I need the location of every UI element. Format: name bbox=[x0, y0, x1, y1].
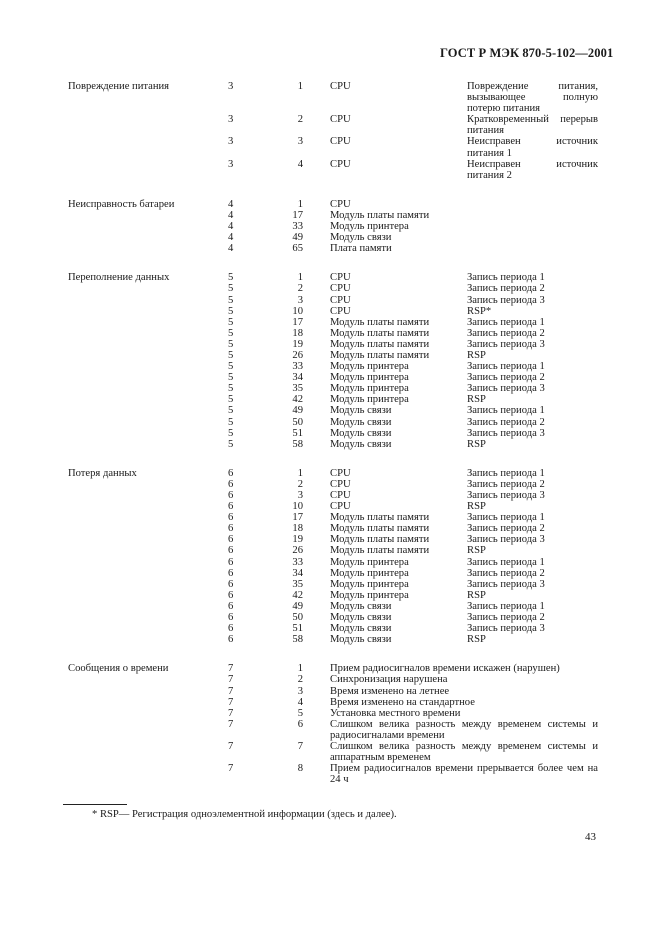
type-code: 5 bbox=[228, 316, 234, 328]
table-row bbox=[68, 697, 608, 708]
table-row bbox=[68, 501, 608, 512]
type-code: 5 bbox=[228, 305, 234, 317]
table-row bbox=[68, 383, 608, 394]
event-source: CPU bbox=[330, 305, 351, 317]
table-row bbox=[68, 405, 608, 416]
event-number: 4 bbox=[297, 158, 303, 170]
type-code: 6 bbox=[228, 534, 234, 546]
event-info: Запись периода 1 bbox=[467, 467, 545, 479]
table-row bbox=[68, 159, 608, 181]
event-number: 18 bbox=[292, 523, 303, 535]
table-row bbox=[68, 512, 608, 523]
event-number: 35 bbox=[292, 578, 303, 590]
table-row bbox=[68, 534, 608, 545]
table-row bbox=[68, 350, 608, 361]
event-info: RSP* bbox=[467, 305, 492, 317]
event-info: RSP bbox=[467, 394, 486, 406]
type-code: 7 bbox=[228, 663, 234, 675]
table-row bbox=[68, 199, 608, 210]
event-source: Модуль принтера bbox=[330, 394, 409, 406]
event-number: 6 bbox=[297, 718, 303, 730]
event-source: Модуль связи bbox=[330, 600, 392, 612]
table-row bbox=[68, 590, 608, 601]
table-row bbox=[68, 232, 608, 243]
event-number: 7 bbox=[297, 740, 303, 752]
type-code: 5 bbox=[228, 361, 234, 373]
event-number: 2 bbox=[297, 478, 303, 490]
event-number: 8 bbox=[297, 763, 303, 775]
table-row bbox=[68, 523, 608, 534]
event-source: CPU bbox=[330, 283, 351, 295]
event-source: Модуль платы памяти bbox=[330, 209, 430, 221]
event-info: Запись периода 1 bbox=[467, 600, 545, 612]
event-number: 2 bbox=[297, 283, 303, 295]
event-number: 1 bbox=[297, 81, 303, 92]
event-info: Запись периода 3 bbox=[467, 490, 545, 502]
table-row bbox=[68, 81, 608, 114]
event-number: 3 bbox=[297, 294, 303, 306]
table-row bbox=[68, 428, 608, 439]
event-source: Модуль принтера bbox=[330, 361, 409, 373]
type-code: 4 bbox=[228, 221, 234, 233]
event-info: Запись периода 1 bbox=[467, 556, 545, 568]
type-code: 4 bbox=[228, 209, 234, 221]
event-number: 34 bbox=[292, 372, 303, 384]
event-number: 1 bbox=[297, 663, 303, 675]
event-number: 1 bbox=[297, 272, 303, 284]
document-header: ГОСТ Р МЭК 870-5-102—2001 bbox=[440, 46, 614, 60]
table-row bbox=[68, 612, 608, 623]
event-info: Запись периода 2 bbox=[467, 416, 545, 428]
type-code: 4 bbox=[228, 243, 234, 255]
event-source: Модуль связи bbox=[330, 427, 392, 439]
event-number: 50 bbox=[292, 416, 303, 428]
event-description: Прием радиосигналов времени прерывается более чем на 24 ч bbox=[330, 763, 598, 786]
table-row bbox=[68, 568, 608, 579]
event-number: 33 bbox=[292, 361, 303, 373]
type-code: 5 bbox=[228, 327, 234, 339]
event-number: 2 bbox=[297, 114, 303, 126]
table-row bbox=[68, 243, 608, 254]
event-category-label: Потеря данных bbox=[68, 467, 137, 479]
table-row bbox=[68, 686, 608, 697]
event-info: Запись периода 2 bbox=[467, 612, 545, 624]
table-row bbox=[68, 114, 608, 136]
event-number: 3 bbox=[297, 136, 303, 148]
event-source: CPU bbox=[330, 198, 351, 210]
event-number: 17 bbox=[292, 316, 303, 328]
event-info: Повреждение питания, вызывающее полную потерю питания bbox=[467, 81, 598, 115]
event-number: 2 bbox=[297, 674, 303, 686]
event-info: Кратковременный перерыв питания bbox=[467, 114, 598, 137]
type-code: 7 bbox=[228, 707, 234, 719]
type-code: 6 bbox=[228, 478, 234, 490]
event-category-label: Сообщения о времени bbox=[68, 663, 169, 675]
event-info: Запись периода 1 bbox=[467, 316, 545, 328]
event-source: Модуль платы памяти bbox=[330, 534, 430, 546]
type-code: 6 bbox=[228, 578, 234, 590]
event-info: Запись периода 2 bbox=[467, 478, 545, 490]
table-row bbox=[68, 283, 608, 294]
type-code: 5 bbox=[228, 283, 234, 295]
type-code: 6 bbox=[228, 545, 234, 557]
event-source: CPU bbox=[330, 114, 351, 126]
event-description: Время изменено на летнее bbox=[330, 685, 450, 697]
event-source: Модуль связи bbox=[330, 416, 392, 428]
footnote-divider bbox=[63, 804, 127, 805]
table-row bbox=[68, 339, 608, 350]
type-code: 7 bbox=[228, 685, 234, 697]
type-code: 6 bbox=[228, 623, 234, 635]
event-source: Модуль принтера bbox=[330, 221, 409, 233]
event-source: Модуль принтера bbox=[330, 383, 409, 395]
event-source: CPU bbox=[330, 136, 351, 148]
event-info: Запись периода 1 bbox=[467, 361, 545, 373]
table-row bbox=[68, 634, 608, 645]
table-row bbox=[68, 306, 608, 317]
event-source: Плата памяти bbox=[330, 243, 392, 255]
event-number: 26 bbox=[292, 545, 303, 557]
event-number: 51 bbox=[292, 623, 303, 635]
table-row bbox=[68, 763, 608, 785]
event-info: Запись периода 3 bbox=[467, 578, 545, 590]
event-info: Неисправен источник питания 1 bbox=[467, 136, 598, 159]
event-number: 1 bbox=[297, 467, 303, 479]
event-number: 49 bbox=[292, 600, 303, 612]
event-info: RSP bbox=[467, 501, 486, 513]
type-code: 7 bbox=[228, 740, 234, 752]
event-category-label: Неисправность батареи bbox=[68, 198, 175, 210]
event-info: RSP bbox=[467, 634, 486, 646]
event-source: Модуль платы памяти bbox=[330, 349, 430, 361]
event-info: RSP bbox=[467, 589, 486, 601]
event-info: Запись периода 1 bbox=[467, 405, 545, 417]
event-source: Модуль платы памяти bbox=[330, 545, 430, 557]
event-category-label: Переполнение данных bbox=[68, 272, 170, 284]
table-row bbox=[68, 490, 608, 501]
event-source: CPU bbox=[330, 81, 351, 92]
type-code: 6 bbox=[228, 634, 234, 646]
table-row bbox=[68, 468, 608, 479]
event-number: 10 bbox=[292, 501, 303, 513]
table-row bbox=[68, 295, 608, 306]
event-description: Время изменено на стандартное bbox=[330, 696, 475, 708]
type-code: 5 bbox=[228, 272, 234, 284]
event-info: Запись периода 1 bbox=[467, 272, 545, 284]
table-section bbox=[68, 81, 608, 181]
event-info: Запись периода 2 bbox=[467, 283, 545, 295]
type-code: 3 bbox=[228, 114, 234, 126]
type-code: 5 bbox=[228, 294, 234, 306]
event-number: 42 bbox=[292, 394, 303, 406]
event-source: Модуль платы памяти bbox=[330, 327, 430, 339]
table-section bbox=[68, 199, 608, 254]
table-row bbox=[68, 719, 608, 741]
event-source: CPU bbox=[330, 467, 351, 479]
event-info: Запись периода 3 bbox=[467, 294, 545, 306]
event-number: 34 bbox=[292, 567, 303, 579]
type-code: 6 bbox=[228, 490, 234, 502]
event-info: RSP bbox=[467, 545, 486, 557]
table-row bbox=[68, 361, 608, 372]
type-code: 6 bbox=[228, 612, 234, 624]
table-row bbox=[68, 221, 608, 232]
event-source: Модуль платы памяти bbox=[330, 338, 430, 350]
event-source: Модуль принтера bbox=[330, 556, 409, 568]
footnote: * RSP— Регистрация одноэлементной информации (здесь и далее). bbox=[92, 809, 397, 820]
event-info: Неисправен источник питания 2 bbox=[467, 158, 598, 181]
type-code: 3 bbox=[228, 81, 234, 92]
event-source: CPU bbox=[330, 272, 351, 284]
table-section bbox=[68, 272, 608, 450]
event-number: 65 bbox=[292, 243, 303, 255]
table-row bbox=[68, 479, 608, 490]
type-code: 6 bbox=[228, 467, 234, 479]
event-source: Модуль связи bbox=[330, 612, 392, 624]
event-source: Модуль платы памяти bbox=[330, 316, 430, 328]
event-source: Модуль платы памяти bbox=[330, 512, 430, 524]
type-code: 5 bbox=[228, 372, 234, 384]
event-number: 49 bbox=[292, 232, 303, 244]
event-source: CPU bbox=[330, 501, 351, 513]
event-source: Модуль принтера bbox=[330, 372, 409, 384]
type-code: 5 bbox=[228, 349, 234, 361]
event-source: Модуль принтера bbox=[330, 567, 409, 579]
event-number: 19 bbox=[292, 338, 303, 350]
event-description: Установка местного времени bbox=[330, 707, 461, 719]
event-description: Прием радиосигналов времени искажен (нарушен) bbox=[330, 663, 560, 675]
event-number: 51 bbox=[292, 427, 303, 439]
event-source: Модуль связи bbox=[330, 232, 392, 244]
table-row bbox=[68, 579, 608, 590]
event-info: RSP bbox=[467, 438, 486, 450]
table-row bbox=[68, 328, 608, 339]
event-number: 10 bbox=[292, 305, 303, 317]
type-code: 5 bbox=[228, 394, 234, 406]
type-code: 4 bbox=[228, 232, 234, 244]
table-row bbox=[68, 394, 608, 405]
type-code: 3 bbox=[228, 136, 234, 148]
table-row bbox=[68, 272, 608, 283]
type-code: 7 bbox=[228, 763, 234, 775]
type-code: 3 bbox=[228, 158, 234, 170]
page-number: 43 bbox=[585, 831, 596, 843]
event-description: Слишком велика разность между временем системы и радиосигналами времени bbox=[330, 718, 598, 741]
type-code: 7 bbox=[228, 718, 234, 730]
event-number: 42 bbox=[292, 589, 303, 601]
event-number: 26 bbox=[292, 349, 303, 361]
type-code: 6 bbox=[228, 501, 234, 513]
event-info: Запись периода 1 bbox=[467, 512, 545, 524]
event-category-label: Повреждение питания bbox=[68, 81, 170, 92]
table-row bbox=[68, 439, 608, 450]
event-source: Модуль связи bbox=[330, 623, 392, 635]
table-section bbox=[68, 468, 608, 646]
event-info: Запись периода 3 bbox=[467, 427, 545, 439]
table-row bbox=[68, 674, 608, 685]
event-number: 4 bbox=[297, 696, 303, 708]
type-code: 5 bbox=[228, 338, 234, 350]
event-info: Запись периода 3 bbox=[467, 534, 545, 546]
event-number: 5 bbox=[297, 707, 303, 719]
type-code: 6 bbox=[228, 567, 234, 579]
event-number: 17 bbox=[292, 209, 303, 221]
event-number: 58 bbox=[292, 634, 303, 646]
type-code: 5 bbox=[228, 416, 234, 428]
type-code: 6 bbox=[228, 600, 234, 612]
table-row bbox=[68, 545, 608, 556]
type-code: 5 bbox=[228, 383, 234, 395]
table-row bbox=[68, 210, 608, 221]
table-row bbox=[68, 557, 608, 568]
event-description: Синхронизация нарушена bbox=[330, 674, 448, 686]
event-source: Модуль принтера bbox=[330, 589, 409, 601]
event-number: 3 bbox=[297, 685, 303, 697]
event-source: Модуль платы памяти bbox=[330, 523, 430, 535]
type-code: 4 bbox=[228, 198, 234, 210]
type-code: 7 bbox=[228, 674, 234, 686]
event-info: Запись периода 2 bbox=[467, 523, 545, 535]
event-info: Запись периода 2 bbox=[467, 372, 545, 384]
type-code: 7 bbox=[228, 696, 234, 708]
event-info: Запись периода 3 bbox=[467, 338, 545, 350]
event-number: 35 bbox=[292, 383, 303, 395]
type-code: 5 bbox=[228, 438, 234, 450]
event-number: 3 bbox=[297, 490, 303, 502]
type-code: 6 bbox=[228, 523, 234, 535]
event-source: Модуль принтера bbox=[330, 578, 409, 590]
event-number: 17 bbox=[292, 512, 303, 524]
table-row bbox=[68, 601, 608, 612]
event-number: 50 bbox=[292, 612, 303, 624]
event-source: Модуль связи bbox=[330, 438, 392, 450]
event-number: 19 bbox=[292, 534, 303, 546]
type-code: 6 bbox=[228, 589, 234, 601]
event-info: Запись периода 3 bbox=[467, 623, 545, 635]
type-code: 6 bbox=[228, 512, 234, 524]
event-description: Слишком велика разность между временем системы и аппаратным временем bbox=[330, 740, 598, 764]
event-info: RSP bbox=[467, 349, 486, 361]
table-row bbox=[68, 663, 608, 674]
table-row bbox=[68, 417, 608, 428]
event-number: 33 bbox=[292, 221, 303, 233]
event-source: Модуль связи bbox=[330, 634, 392, 646]
event-table bbox=[68, 81, 608, 803]
type-code: 5 bbox=[228, 427, 234, 439]
table-row bbox=[68, 136, 608, 158]
event-source: CPU bbox=[330, 294, 351, 306]
event-info: Запись периода 3 bbox=[467, 383, 545, 395]
table-row bbox=[68, 372, 608, 383]
event-number: 1 bbox=[297, 198, 303, 210]
table-row bbox=[68, 317, 608, 328]
event-info: Запись периода 2 bbox=[467, 327, 545, 339]
event-number: 18 bbox=[292, 327, 303, 339]
event-source: CPU bbox=[330, 490, 351, 502]
event-number: 49 bbox=[292, 405, 303, 417]
event-source: CPU bbox=[330, 158, 351, 170]
table-row bbox=[68, 741, 608, 763]
table-row bbox=[68, 708, 608, 719]
type-code: 5 bbox=[228, 405, 234, 417]
table-row bbox=[68, 623, 608, 634]
table-section bbox=[68, 663, 608, 785]
event-source: CPU bbox=[330, 478, 351, 490]
type-code: 6 bbox=[228, 556, 234, 568]
event-number: 33 bbox=[292, 556, 303, 568]
event-info: Запись периода 2 bbox=[467, 567, 545, 579]
event-source: Модуль связи bbox=[330, 405, 392, 417]
event-number: 58 bbox=[292, 438, 303, 450]
